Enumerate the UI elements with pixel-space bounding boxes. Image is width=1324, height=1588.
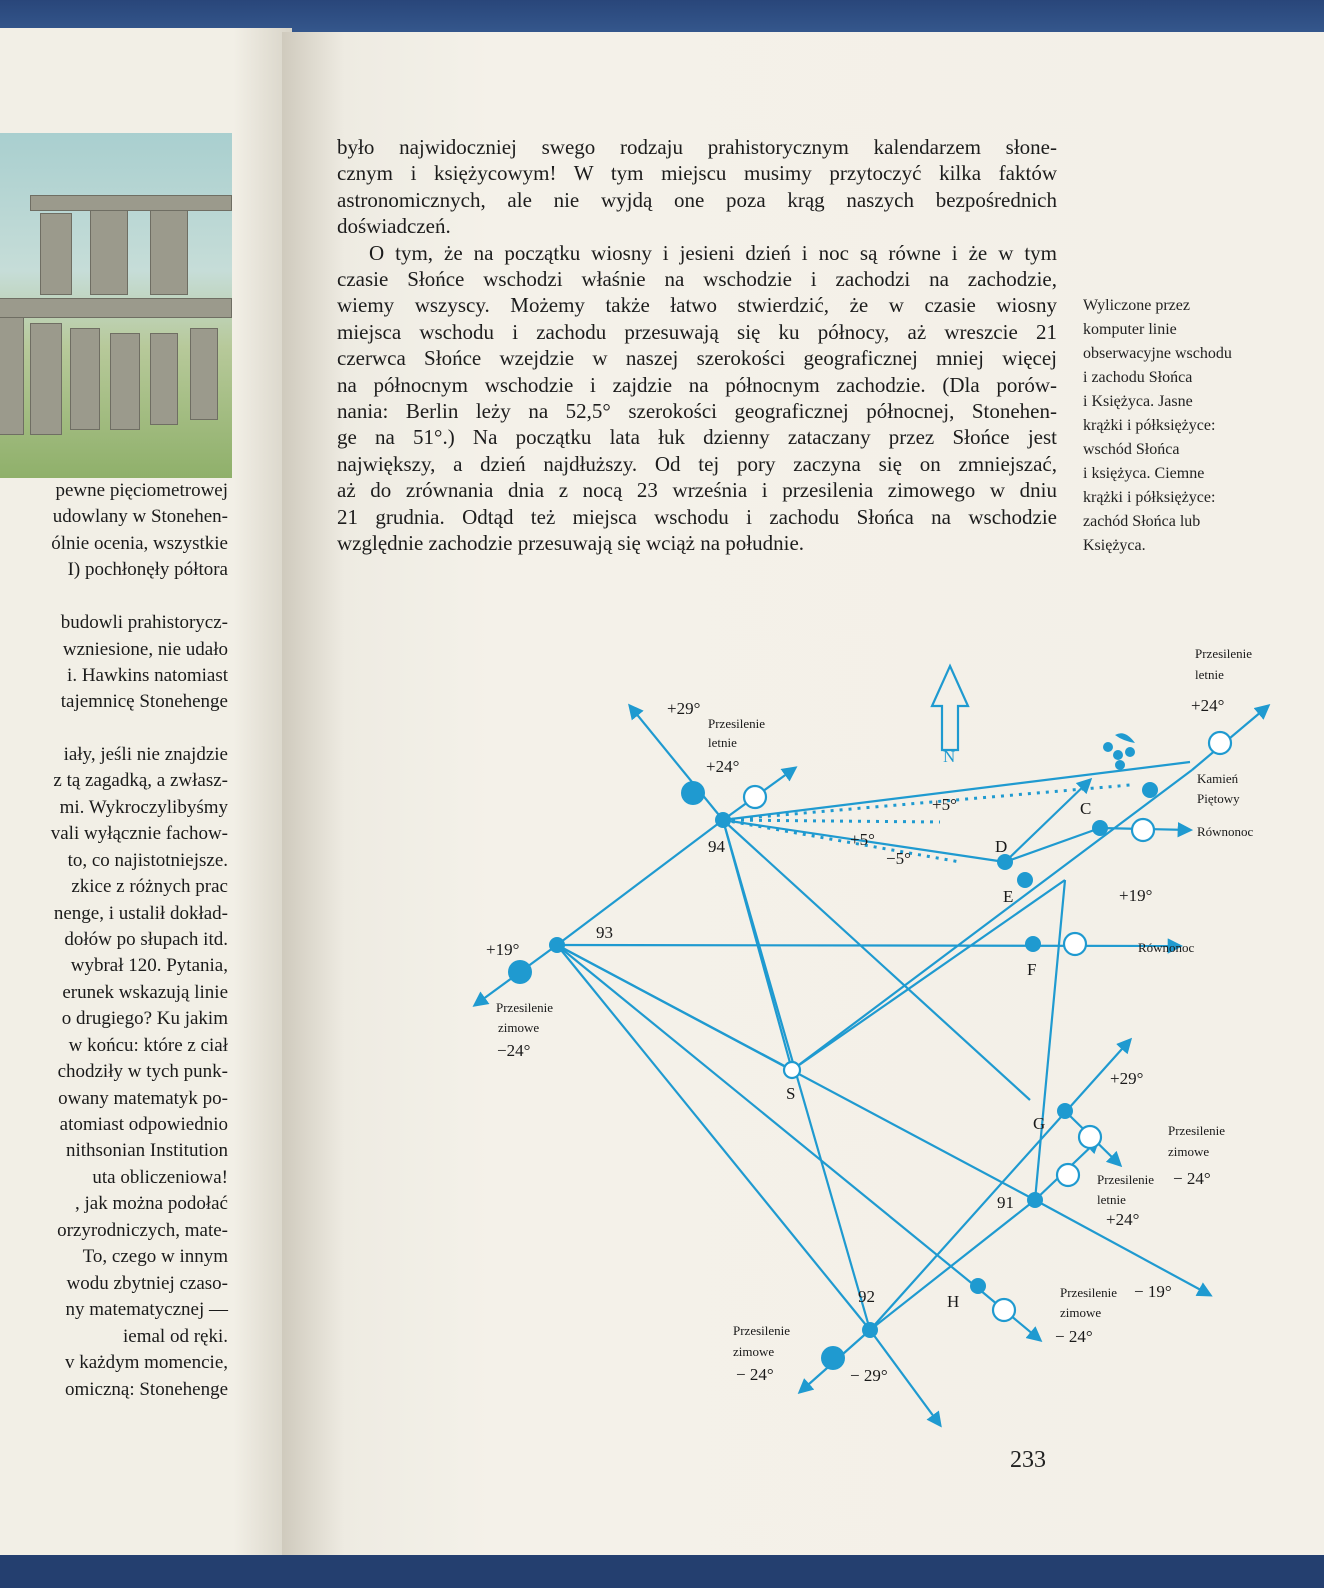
point-G: [1057, 1103, 1073, 1119]
diagram-note: Przesilenie: [1195, 646, 1253, 661]
left-text-line: ólnie ocenia, wszystkie: [51, 533, 228, 554]
caption-line: wschód Słońca: [1083, 441, 1180, 458]
left-text-line: mi. Wykroczylibyśmy: [59, 797, 228, 818]
diagram-note: Piętowy: [1197, 791, 1240, 806]
diagram-note: letnie: [1097, 1192, 1126, 1207]
diagram-note: zimowe: [733, 1344, 775, 1359]
left-text-line: iemal od ręki.: [123, 1326, 228, 1347]
caption-line: Wyliczone przez: [1083, 297, 1190, 314]
text-line: największy, a dzień najdłuższy. Od tej pory zaczyna się on zmniejszać,: [337, 451, 1057, 476]
left-text-line: To, czego w innym: [82, 1246, 228, 1267]
observation-lines: [475, 706, 1268, 1425]
diagram-note: Przesilenie: [1060, 1285, 1118, 1300]
text-line: wiemy wszyscy. Możemy także łatwo stwierdzić, że w czasie wiosny: [337, 293, 1057, 318]
angle-label: +19°: [486, 940, 520, 959]
text-line: czerwca Słońce wzejdzie w naszej szerokości geograficznej mniej więcej: [337, 346, 1057, 371]
sunrise-disk: [1064, 933, 1086, 955]
station-label-91: 91: [997, 1193, 1014, 1212]
point-label-D: D: [995, 837, 1008, 856]
left-text-line: i. Hawkins natomiast: [67, 665, 228, 686]
diagram-note: zimowe: [1168, 1144, 1210, 1159]
diagram-note: Przesilenie: [496, 1000, 554, 1015]
left-text-line: ny matematycznej —: [65, 1299, 228, 1320]
point-F: [1025, 936, 1041, 952]
left-text-line: wybrał 120. Pytania,: [70, 955, 228, 976]
point-D: [997, 854, 1013, 870]
angle-label: − 24°: [736, 1365, 774, 1384]
dotted-line-minus5: [723, 820, 960, 862]
text-line: na północnym wschodzie i zajdzie na północnym zachodzie. (Dla porów-: [337, 372, 1057, 397]
text-line: cznym i księżycowym! W tym miejscu musimy przytoczyć kilka faktów: [337, 161, 1057, 186]
left-text-line: orzyrodniczych, mate-: [57, 1220, 228, 1241]
caption-line: i zachodu Słońca: [1083, 369, 1193, 386]
sunrise-disk: [744, 786, 766, 808]
point-C: [1092, 820, 1108, 836]
angle-label: −5°: [886, 849, 911, 868]
left-text-line: erunek wskazują linie: [62, 982, 228, 1003]
diagram-note: Kamień: [1197, 771, 1239, 786]
text-line: ge na 51°.) Na początku lata łuk dzienny zataczany przez Słońce jest: [337, 425, 1057, 450]
moon-phase-dot: [1115, 760, 1125, 770]
sunrise-disk: [1057, 1164, 1079, 1186]
station-points: [549, 782, 1158, 1338]
line-S-heel: [792, 770, 1192, 1070]
left-text-line: udowlany w Stonehen-: [52, 506, 228, 527]
sunset-disk: [508, 960, 532, 984]
angle-label: +19°: [1119, 886, 1153, 905]
left-text-line: v każdym momencie,: [64, 1352, 228, 1373]
text-line: miejsca wschodu i zachodu przesuwają się ku północy, aż wreszcie 21: [337, 319, 1057, 344]
left-text-line: tajemnicę Stonehenge: [60, 691, 228, 712]
point-H: [970, 1278, 986, 1294]
left-text-line: w końcu: które z ciał: [68, 1035, 228, 1056]
caption-line: krążki i półksiężyce:: [1083, 489, 1216, 506]
line-C-D: [1005, 828, 1100, 862]
sunset-disk: [821, 1346, 845, 1370]
text-line: 21 grudnia. Odtąd też miejsca wschodu i zachodu Słońca na wschodzie: [337, 504, 1057, 529]
angle-label: − 29°: [850, 1366, 888, 1385]
left-text-line: atomiast odpowiednio: [59, 1114, 228, 1135]
angle-label: −24°: [497, 1041, 531, 1060]
north-letter: N: [943, 747, 956, 766]
diagram-note: Przesilenie: [708, 716, 766, 731]
sunrise-disk: [1079, 1126, 1101, 1148]
caption-line: i księżyca. Ciemne: [1083, 465, 1205, 482]
page-number: 233: [1010, 1447, 1046, 1473]
left-text-line: wodu zbytniej czaso-: [66, 1273, 228, 1294]
left-text-line: nenge, i ustalił dokład-: [53, 903, 228, 924]
point-label-F: F: [1027, 960, 1037, 979]
line-94-93: [557, 820, 723, 945]
heel-stone-point: [1142, 782, 1158, 798]
caption-line: krążki i półksiężyce:: [1083, 417, 1216, 434]
station-label-94: 94: [708, 837, 725, 856]
line-S-E: [792, 880, 1065, 1070]
diagram-note: Przesilenie: [1097, 1172, 1155, 1187]
station-93: [549, 937, 565, 953]
station-label-93: 93: [596, 923, 613, 942]
crescent-moon-icon: [1049, 765, 1070, 785]
line-91-E: [1035, 880, 1065, 1200]
point-label-E: E: [1003, 887, 1014, 906]
text-line: astronomicznych, ale nie wyjdą one poza krąg naszych bezpośrednich: [337, 187, 1057, 212]
left-text-line: z tą zagadką, a zwłasz-: [53, 770, 228, 791]
caption-line: Księżyca.: [1083, 537, 1146, 554]
text-line: nania: Berlin leży na 52,5° szerokości geograficznej północnej, Stonehen-: [337, 399, 1057, 424]
left-text-line: iały, jeśli nie znajdzie: [63, 744, 228, 765]
caption-line: komputer linie: [1083, 321, 1177, 338]
diagram-note: Przesilenie: [733, 1323, 791, 1338]
caption-line: i Księżyca. Jasne: [1083, 393, 1193, 410]
diagram-note: Równonoc: [1197, 824, 1254, 839]
angle-label: +24°: [1106, 1210, 1140, 1229]
caption-line: obserwacyjne wschodu: [1083, 345, 1232, 362]
line-93-92: [557, 945, 870, 1330]
dotted-line-plus5: [723, 785, 1130, 820]
left-text-line: budowli prahistorycz-: [60, 612, 228, 633]
moon-phase-dot: [1113, 750, 1123, 760]
diagram-note: Równonoc: [1138, 940, 1195, 955]
angle-label: +29°: [1110, 1069, 1144, 1088]
station-91: [1027, 1192, 1043, 1208]
station-label-92: 92: [858, 1287, 875, 1306]
angle-label: +24°: [706, 757, 740, 776]
angle-label: +29°: [667, 699, 701, 718]
sunrise-disk: [993, 1299, 1015, 1321]
left-text-line: owany matematyk po-: [58, 1088, 228, 1109]
point-label-C: C: [1080, 799, 1092, 818]
left-text-line: chodziły w tych punk-: [57, 1061, 228, 1082]
angle-label: − 24°: [1173, 1169, 1211, 1188]
left-text-line: , jak można podołać: [74, 1193, 228, 1214]
sunset-disk: [681, 781, 705, 805]
left-text-line: uta obliczeniowa!: [92, 1167, 228, 1188]
book-cover-bottom-edge: [0, 1555, 1324, 1588]
dotted-line-plus5-b: [723, 820, 940, 822]
caption-line: zachód Słońca lub: [1083, 513, 1201, 530]
angle-label: − 19°: [1134, 1282, 1172, 1301]
station-label-S: S: [786, 1084, 796, 1103]
left-text-line: zkice z różnych prac: [71, 876, 228, 897]
text-line: względnie zachodzie przesuwają się wciąż na południe.: [337, 531, 805, 556]
moon-phase-dot: [1103, 742, 1113, 752]
angle-label: +5°: [932, 795, 957, 814]
diagram-note: zimowe: [498, 1020, 540, 1035]
point-label-G: G: [1033, 1114, 1046, 1133]
diagram-note: zimowe: [1060, 1305, 1102, 1320]
text-line: było najwidoczniej swego rodzaju prahistorycznym kalendarzem słone-: [337, 135, 1057, 159]
station-92: [862, 1322, 878, 1338]
left-text-line: o drugiego? Ku jakim: [61, 1008, 228, 1029]
point-label-H: H: [947, 1292, 960, 1311]
left-text-line: vali wyłącznie fachow-: [50, 823, 228, 844]
left-text-line: nithsonian Institution: [65, 1140, 228, 1161]
left-text-line: I) pochłonęły półtora: [67, 559, 228, 580]
left-text-line: dołów po słupach itd.: [64, 929, 228, 950]
line-S-93: [557, 945, 792, 1070]
text-line: doświadczeń.: [337, 214, 451, 239]
crescent-moon-icon: [1037, 822, 1058, 842]
moon-phase-dot: [1125, 747, 1135, 757]
left-text-line: to, co najistotniejsze.: [67, 850, 228, 871]
sunrise-disk: [1132, 819, 1154, 841]
left-text-line: pewne pięciometrowej: [55, 480, 228, 501]
left-text-line: wzniesione, nie udało: [62, 639, 228, 660]
diagram-note: letnie: [1195, 667, 1224, 682]
diagram-note: Przesilenie: [1168, 1123, 1226, 1138]
text-line: O tym, że na początku wiosny i jesieni dzień i noc są równe i że w tym: [369, 240, 1057, 265]
north-arrow-icon: [932, 666, 968, 766]
text-line: czasie Słońce wschodzi właśnie na wschodzie i zachodzi na zachodzie,: [337, 267, 1057, 292]
crescent-moon-icon: [1115, 733, 1135, 743]
point-E: [1017, 872, 1033, 888]
crescent-moon-icon: [507, 912, 528, 932]
diagram-note: letnie: [708, 735, 737, 750]
left-text-line: omiczną: Stonehenge: [64, 1379, 228, 1400]
angle-label: +24°: [1191, 696, 1225, 715]
station-94: [715, 812, 731, 828]
sunrise-disk: [1209, 732, 1231, 754]
angle-label: − 24°: [1055, 1327, 1093, 1346]
text-line: aż do zrównania dnia z nocą 23 września i przesilenia zimowego w dniu: [337, 478, 1057, 503]
angle-label: +5°: [850, 830, 875, 849]
station-S: [784, 1062, 800, 1078]
